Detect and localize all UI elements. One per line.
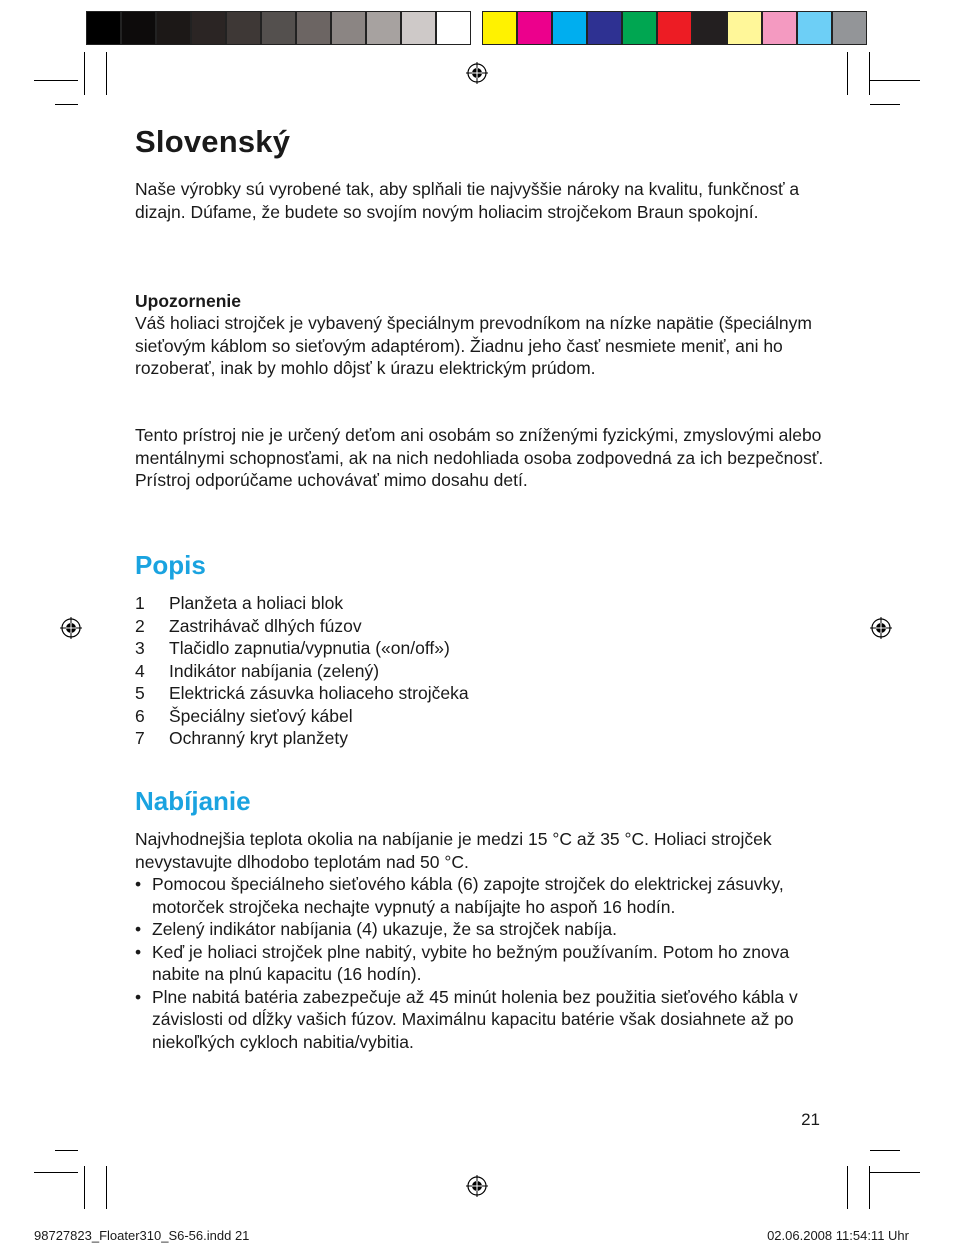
list-item-number: 1 [135, 593, 145, 613]
list-item-number: 7 [135, 728, 145, 748]
list-item [135, 615, 469, 638]
crop-mark [847, 1166, 848, 1209]
color-swatch [436, 11, 471, 45]
color-swatch [401, 11, 436, 45]
grayscale-color-bar [86, 11, 471, 47]
list-item-number: 4 [135, 660, 145, 681]
list-item-label: Špeciálny sieťový kábel [169, 705, 353, 726]
color-swatch [121, 11, 156, 45]
parts-list [135, 592, 469, 750]
color-swatch [296, 11, 331, 45]
list-item [135, 705, 469, 728]
list-item-label: Planžeta a holiaci blok [169, 593, 344, 613]
color-swatch [156, 11, 191, 45]
list-item: • Plne nabitá batéria zabezpečuje až 45 minút holenia bez použitia sieťového kábla v závislosti od dĺžky vašich fúzov. Maximálnu kapacitu batérie však dosiahnete až po niekoľkých cykloch nabitia/vybitia. [135, 986, 835, 1054]
charging-intro: Najvhodnejšia teplota okolia na nabíjanie je medzi 15 °C až 35 °C. Holiaci strojček nevystavujte dlhodobo teplotám nad 50 °C. [135, 829, 772, 872]
crop-mark [869, 52, 870, 95]
crop-mark [870, 1150, 900, 1151]
list-item-label: Tlačidlo zapnutia/vypnutia («on/off») [169, 638, 450, 658]
registration-mark-icon [466, 1175, 488, 1197]
color-swatch [692, 11, 727, 45]
list-item [135, 637, 469, 660]
list-item: • Keď je holiaci strojček plne nabitý, vybite ho bežným používaním. Potom ho znova nabite na plnú kapacitu (16 hodín). [135, 941, 835, 986]
crop-mark [84, 52, 85, 95]
color-swatch [587, 11, 622, 45]
charging-bullets [135, 873, 835, 1053]
process-color-bar [482, 11, 867, 47]
page-title: Slovenský [135, 124, 291, 159]
list-item-number: 3 [135, 638, 145, 658]
color-swatch [622, 11, 657, 45]
list-item-label: Indikátor nabíjania (zelený) [169, 660, 380, 681]
crop-mark [847, 52, 848, 95]
crop-mark [84, 1166, 85, 1209]
list-item-number: 2 [135, 615, 145, 636]
color-swatch [366, 11, 401, 45]
color-swatch [727, 11, 762, 45]
color-swatch [482, 11, 517, 45]
crop-mark [870, 104, 900, 105]
list-item-label: Zastrihávač dlhých fúzov [169, 615, 362, 636]
intro-paragraph: Naše výrobky sú vyrobené tak, aby splňali tie najvyššie nároky na kvalitu, funkčnosť a dizajn. Dúfame, že budete so svojím novým holiacim strojčekom Braun spokojní. [135, 179, 800, 222]
registration-mark-icon [466, 62, 488, 84]
color-swatch [657, 11, 692, 45]
list-item-label: Ochranný kryt planžety [169, 728, 348, 748]
color-swatch [762, 11, 797, 45]
color-swatch [517, 11, 552, 45]
warning-paragraph-2: Tento prístroj nie je určený deťom ani osobám so zníženými fyzickými, zmyslovými alebo mentálnymi schopnosťami, ak na nich nedohliada osoba zodpovedná za ich bezpečnosť. Prístroj odporúčame uchovávať mimo dosahu detí. [135, 425, 824, 490]
color-swatch [261, 11, 296, 45]
list-item: • Zelený indikátor nabíjania (4) ukazuje, že sa strojček nabíja. [135, 918, 835, 941]
list-item [135, 727, 469, 750]
list-item-number: 6 [135, 705, 145, 726]
color-swatch [832, 11, 867, 45]
registration-mark-icon [60, 617, 82, 639]
crop-mark [869, 1166, 870, 1209]
warning-paragraph: Váš holiaci strojček je vybavený špeciálnym prevodníkom na nízke napätie (špeciálnym sieťovým káblom so sieťovým adaptérom). Žiadnu jeho časť nesmiete meniť, ani ho rozoberať, inak by mohlo dôjsť k úrazu elektrickým prúdom. [135, 313, 812, 378]
list-item [135, 682, 469, 705]
crop-mark [34, 80, 78, 81]
color-swatch [797, 11, 832, 45]
crop-mark [870, 1172, 920, 1173]
registration-mark-icon [870, 617, 892, 639]
crop-mark [870, 80, 920, 81]
crop-mark [55, 104, 78, 105]
crop-mark [106, 1166, 107, 1209]
crop-mark [34, 1172, 78, 1173]
crop-mark [106, 52, 107, 95]
list-item-label: Elektrická zásuvka holiaceho strojčeka [169, 683, 469, 703]
list-item [135, 592, 469, 615]
color-swatch [552, 11, 587, 45]
list-item [135, 660, 469, 683]
list-item-number: 5 [135, 683, 145, 703]
warning-heading: Upozornenie [135, 291, 241, 311]
page-number: 21 [801, 1110, 820, 1129]
section-heading-nabijanie: Nabíjanie [135, 786, 251, 816]
section-heading-popis: Popis [135, 550, 206, 580]
color-swatch [191, 11, 226, 45]
footer-date: 02.06.2008 11:54:11 Uhr [767, 1228, 909, 1243]
crop-mark [55, 1150, 78, 1151]
list-item: • Pomocou špeciálneho sieťového kábla (6) zapojte strojček do elektrickej zásuvky, motorček strojčeka nechajte vypnutý a nabíjajte ho aspoň 16 hodín. [135, 873, 835, 918]
color-swatch [86, 11, 121, 45]
footer-file: 98727823_Floater310_S6-56.indd 21 [34, 1228, 250, 1243]
color-swatch [226, 11, 261, 45]
color-swatch [331, 11, 366, 45]
